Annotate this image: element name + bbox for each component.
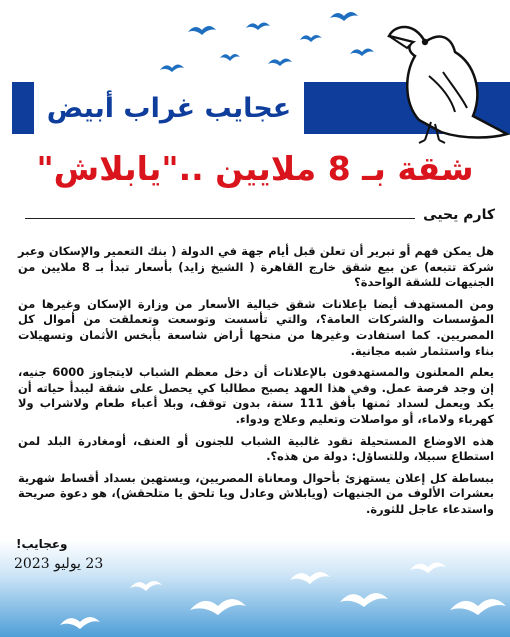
closing-line: وعجايب! bbox=[16, 537, 68, 551]
paragraph: يعلم المعلنون والمستهدفون بالإعلانات أن دخل معظم الشباب لايتجاوز 6000 جنيه، إن وجد فرصة عمل. وفي هذا العهد يصبح مطالبا كي يحصل على شقة ليبدأ حياته أن يكد ويعمل لسداد ثمنها بأفق 111 سنة، بدون توقف، وبلا أعباء طعام ولاشراب ولا كهرباء ولاماء، أو مواصلات وتعليم وعلاج ودواء. bbox=[18, 365, 494, 426]
author-name: كارم يحيى bbox=[415, 207, 495, 223]
article-body bbox=[18, 244, 494, 524]
paragraph: ببساطة كل إعلان يستهزئ بأحوال ومعاناة المصريين، ويستهين بسداد أقساط شهرية بعشرات الألوف من الجنيهات (ويابلاش وعادل ويا تلحق يا متلحقش)، هو دعوة صريحة واستدعاء عاجل للثورة. bbox=[18, 470, 494, 516]
author-byline bbox=[25, 208, 495, 228]
article-headline: شقة بـ 8 ملايين .."يابلاش" bbox=[36, 149, 474, 188]
article-date: 23 يوليو 2023 bbox=[14, 556, 104, 572]
paragraph: هل يمكن فهم أو تبرير أن تعلن قبل أيام جهة في الدولة ( بنك التعمير والإسكان وعبر شركة تتبعه) عن بيع شقق خارج القاهرة ( الشيخ زايد) بأسعار تبدأ بـ 8 ملايين من الجنيهات للشقة الواحدة؟ bbox=[18, 244, 494, 290]
flying-birds-icon bbox=[150, 10, 390, 90]
sky-birds-background bbox=[0, 540, 510, 637]
paragraph: هذه الاوضاع المستحيلة تقود غالبية الشباب للجنون أو العنف، أومغادرة البلد لمن استطاع سبيلا، وللتساؤل: دولة من هذه؟. bbox=[18, 433, 494, 464]
banner-title: عجايب غراب أبيض bbox=[46, 92, 292, 124]
paragraph: ومن المستهدف أيضا بإعلانات شقق خيالية الأسعار من وزارة الإسكان وغيرها من المؤسسات والشركات العامة؟، والتي تأسست وتوسعت وتعملقت من أموال كل المصريين. كما استفادت وغيرها من منحها أراض شاسعة بأبخس الأثمان وتسهيلات بناء واستثمار شبه مجانية. bbox=[18, 296, 494, 358]
crow-mascot-icon bbox=[385, 12, 510, 144]
